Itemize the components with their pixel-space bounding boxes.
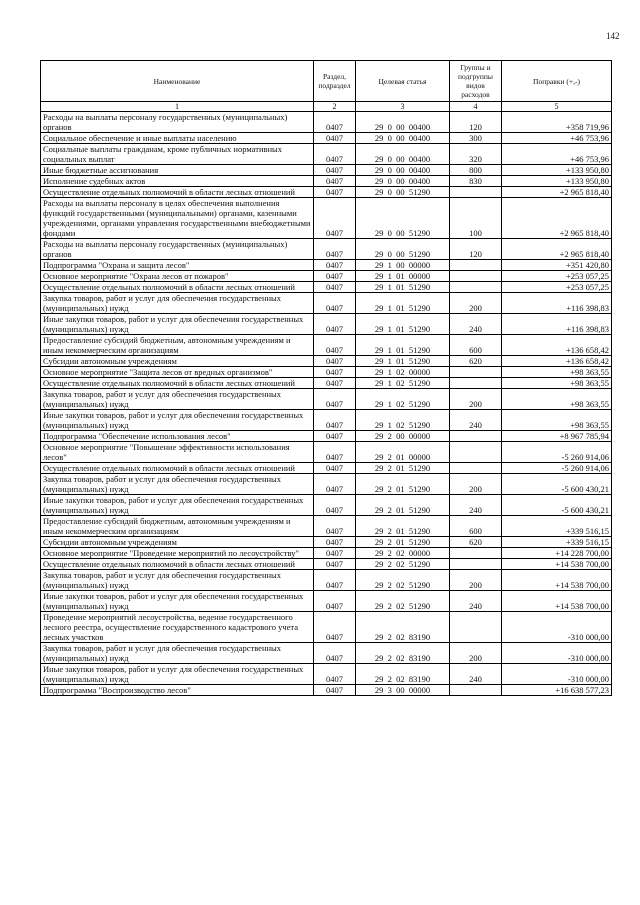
- row-section: 0407: [314, 187, 356, 198]
- table-row: [41, 260, 612, 271]
- row-section: 0407: [314, 367, 356, 378]
- row-name: Осуществление отдельных полномочий в области лесных отношений: [41, 378, 314, 389]
- table-row: [41, 463, 612, 474]
- row-target-code: 29 2 01 00000: [356, 442, 450, 463]
- row-target-code: 29 1 01 00000: [356, 271, 450, 282]
- table-row: [41, 112, 612, 133]
- row-expense-group: [450, 367, 502, 378]
- table-row: [41, 335, 612, 356]
- row-expense-group: 240: [450, 314, 502, 335]
- row-section: 0407: [314, 570, 356, 591]
- row-section: 0407: [314, 548, 356, 559]
- row-section: 0407: [314, 463, 356, 474]
- row-name: Исполнение судебных актов: [41, 176, 314, 187]
- row-expense-group: 120: [450, 112, 502, 133]
- table-row: [41, 239, 612, 260]
- table-row: [41, 516, 612, 537]
- row-target-code: 29 1 01 51290: [356, 314, 450, 335]
- row-amount: -5 260 914,06: [502, 442, 612, 463]
- row-name: Основное мероприятие "Повышение эффективности использования лесов": [41, 442, 314, 463]
- row-target-code: 29 0 00 51290: [356, 187, 450, 198]
- row-section: 0407: [314, 664, 356, 685]
- row-section: 0407: [314, 685, 356, 696]
- row-amount: +46 753,96: [502, 144, 612, 165]
- row-name: Социальное обеспечение и иные выплаты населению: [41, 133, 314, 144]
- row-amount: +133 950,80: [502, 176, 612, 187]
- row-target-code: 29 2 01 51290: [356, 516, 450, 537]
- row-section: 0407: [314, 165, 356, 176]
- row-section: 0407: [314, 442, 356, 463]
- row-amount: +253 057,25: [502, 271, 612, 282]
- column-number: 4: [450, 102, 502, 112]
- row-amount: +116 398,83: [502, 293, 612, 314]
- table-row: [41, 664, 612, 685]
- table-row: [41, 176, 612, 187]
- row-amount: +253 057,25: [502, 282, 612, 293]
- table-row: [41, 271, 612, 282]
- row-name: Социальные выплаты гражданам, кроме публичных нормативных социальных выплат: [41, 144, 314, 165]
- row-amount: +14 538 700,00: [502, 591, 612, 612]
- row-expense-group: 800: [450, 165, 502, 176]
- row-name: Подпрограмма "Воспроизводство лесов": [41, 685, 314, 696]
- row-expense-group: [450, 431, 502, 442]
- row-name: Закупка товаров, работ и услуг для обеспечения государственных (муниципальных) нужд: [41, 474, 314, 495]
- row-expense-group: 620: [450, 356, 502, 367]
- row-expense-group: [450, 463, 502, 474]
- column-number: 5: [502, 102, 612, 112]
- row-name: Закупка товаров, работ и услуг для обеспечения государственных (муниципальных) нужд: [41, 570, 314, 591]
- row-target-code: 29 2 01 51290: [356, 463, 450, 474]
- row-section: 0407: [314, 176, 356, 187]
- row-name: Предоставление субсидий бюджетным, автономным учреждениям и иным некоммерческим организациям: [41, 335, 314, 356]
- row-target-code: 29 2 02 83190: [356, 612, 450, 643]
- row-target-code: 29 0 00 00400: [356, 133, 450, 144]
- row-name: Основное мероприятие "Защита лесов от вредных организмов": [41, 367, 314, 378]
- row-target-code: 29 2 02 83190: [356, 643, 450, 664]
- table-row: [41, 144, 612, 165]
- row-expense-group: [450, 282, 502, 293]
- row-expense-group: 200: [450, 293, 502, 314]
- row-amount: +14 538 700,00: [502, 559, 612, 570]
- row-expense-group: 320: [450, 144, 502, 165]
- header-row: [41, 61, 612, 102]
- table-row: [41, 165, 612, 176]
- row-target-code: 29 1 02 51290: [356, 389, 450, 410]
- table-row: [41, 356, 612, 367]
- row-name: Осуществление отдельных полномочий в области лесных отношений: [41, 282, 314, 293]
- row-expense-group: [450, 612, 502, 643]
- header-name: Наименование: [41, 61, 314, 102]
- row-expense-group: [450, 442, 502, 463]
- table-row: [41, 537, 612, 548]
- row-amount: +14 228 700,00: [502, 548, 612, 559]
- row-section: 0407: [314, 537, 356, 548]
- page-number: 142: [606, 31, 620, 41]
- table-row: [41, 442, 612, 463]
- row-section: 0407: [314, 495, 356, 516]
- row-expense-group: 240: [450, 495, 502, 516]
- row-name: Проведение мероприятий лесоустройства, ведение государственного лесного реестра, осуществление государственного кадастрового учета лесных участков: [41, 612, 314, 643]
- row-name: Осуществление отдельных полномочий в области лесных отношений: [41, 187, 314, 198]
- header-target: Целевая статья: [356, 61, 450, 102]
- row-name: Закупка товаров, работ и услуг для обеспечения государственных (муниципальных) нужд: [41, 293, 314, 314]
- row-amount: -5 260 914,06: [502, 463, 612, 474]
- row-target-code: 29 1 01 51290: [356, 293, 450, 314]
- table-row: [41, 410, 612, 431]
- row-target-code: 29 2 01 51290: [356, 495, 450, 516]
- row-target-code: 29 0 00 51290: [356, 239, 450, 260]
- row-name: Иные закупки товаров, работ и услуг для обеспечения государственных (муниципальных) нужд: [41, 591, 314, 612]
- row-amount: +8 967 785,94: [502, 431, 612, 442]
- row-target-code: 29 2 02 00000: [356, 548, 450, 559]
- row-section: 0407: [314, 356, 356, 367]
- row-amount: +2 965 818,40: [502, 187, 612, 198]
- row-target-code: 29 2 02 51290: [356, 559, 450, 570]
- table-row: [41, 282, 612, 293]
- row-section: 0407: [314, 335, 356, 356]
- table-row: [41, 559, 612, 570]
- row-amount: +14 538 700,00: [502, 570, 612, 591]
- row-target-code: 29 1 02 51290: [356, 378, 450, 389]
- row-amount: +339 516,15: [502, 516, 612, 537]
- row-amount: +116 398,83: [502, 314, 612, 335]
- row-expense-group: [450, 260, 502, 271]
- row-name: Иные закупки товаров, работ и услуг для обеспечения государственных (муниципальных) нужд: [41, 314, 314, 335]
- row-name: Расходы на выплаты персоналу государственных (муниципальных) органов: [41, 239, 314, 260]
- row-amount: +98 363,55: [502, 378, 612, 389]
- row-section: 0407: [314, 198, 356, 239]
- row-expense-group: [450, 548, 502, 559]
- row-amount: -310 000,00: [502, 643, 612, 664]
- row-amount: +351 420,80: [502, 260, 612, 271]
- row-name: Расходы на выплаты персоналу государственных (муниципальных) органов: [41, 112, 314, 133]
- column-number-row: [41, 102, 612, 112]
- row-expense-group: 300: [450, 133, 502, 144]
- table-row: [41, 378, 612, 389]
- row-amount: +16 638 577,23: [502, 685, 612, 696]
- row-target-code: 29 1 01 51290: [356, 335, 450, 356]
- row-expense-group: 120: [450, 239, 502, 260]
- row-section: 0407: [314, 378, 356, 389]
- row-expense-group: [450, 685, 502, 696]
- row-expense-group: [450, 187, 502, 198]
- row-amount: +2 965 818,40: [502, 239, 612, 260]
- row-section: 0407: [314, 389, 356, 410]
- row-amount: +98 363,55: [502, 410, 612, 431]
- table-row: [41, 612, 612, 643]
- row-target-code: 29 2 01 51290: [356, 474, 450, 495]
- row-name: Подпрограмма "Обеспечение использования лесов": [41, 431, 314, 442]
- row-name: Осуществление отдельных полномочий в области лесных отношений: [41, 559, 314, 570]
- row-name: Закупка товаров, работ и услуг для обеспечения государственных (муниципальных) нужд: [41, 643, 314, 664]
- table-row: [41, 389, 612, 410]
- row-amount: -5 600 430,21: [502, 495, 612, 516]
- row-expense-group: 200: [450, 643, 502, 664]
- row-section: 0407: [314, 591, 356, 612]
- row-name: Предоставление субсидий бюджетным, автономным учреждениям и иным некоммерческим организациям: [41, 516, 314, 537]
- row-expense-group: 200: [450, 570, 502, 591]
- row-section: 0407: [314, 410, 356, 431]
- row-section: 0407: [314, 431, 356, 442]
- table-row: [41, 474, 612, 495]
- row-amount: +46 753,96: [502, 133, 612, 144]
- row-section: 0407: [314, 271, 356, 282]
- row-section: 0407: [314, 314, 356, 335]
- row-amount: -310 000,00: [502, 664, 612, 685]
- row-target-code: 29 2 02 51290: [356, 591, 450, 612]
- column-number: 3: [356, 102, 450, 112]
- row-section: 0407: [314, 474, 356, 495]
- row-target-code: 29 1 02 51290: [356, 410, 450, 431]
- row-target-code: 29 1 01 51290: [356, 282, 450, 293]
- row-expense-group: 830: [450, 176, 502, 187]
- row-target-code: 29 2 01 51290: [356, 537, 450, 548]
- row-target-code: 29 1 01 51290: [356, 356, 450, 367]
- column-number: 2: [314, 102, 356, 112]
- header-amount: Поправки (+,-): [502, 61, 612, 102]
- row-expense-group: [450, 559, 502, 570]
- row-target-code: 29 1 02 00000: [356, 367, 450, 378]
- row-section: 0407: [314, 112, 356, 133]
- row-amount: +133 950,80: [502, 165, 612, 176]
- row-expense-group: 240: [450, 591, 502, 612]
- row-amount: +98 363,55: [502, 367, 612, 378]
- row-name: Иные бюджетные ассигнования: [41, 165, 314, 176]
- row-target-code: 29 2 02 51290: [356, 570, 450, 591]
- row-target-code: 29 0 00 51290: [356, 198, 450, 239]
- table-row: [41, 685, 612, 696]
- table-row: [41, 431, 612, 442]
- header-section: Раздел, подраздел: [314, 61, 356, 102]
- table-row: [41, 591, 612, 612]
- row-section: 0407: [314, 516, 356, 537]
- table-row: [41, 133, 612, 144]
- row-name: Закупка товаров, работ и услуг для обеспечения государственных (муниципальных) нужд: [41, 389, 314, 410]
- table-row: [41, 495, 612, 516]
- row-expense-group: 600: [450, 335, 502, 356]
- row-name: Осуществление отдельных полномочий в области лесных отношений: [41, 463, 314, 474]
- table-row: [41, 548, 612, 559]
- budget-table: [40, 60, 612, 696]
- row-name: Подпрограмма "Охрана и защита лесов": [41, 260, 314, 271]
- table-row: [41, 198, 612, 239]
- row-target-code: 29 0 00 00400: [356, 165, 450, 176]
- row-section: 0407: [314, 612, 356, 643]
- row-expense-group: [450, 378, 502, 389]
- row-target-code: 29 3 00 00000: [356, 685, 450, 696]
- row-section: 0407: [314, 133, 356, 144]
- row-section: 0407: [314, 643, 356, 664]
- row-name: Субсидии автономным учреждениям: [41, 356, 314, 367]
- row-section: 0407: [314, 282, 356, 293]
- table-row: [41, 643, 612, 664]
- table-row: [41, 187, 612, 198]
- row-target-code: 29 1 00 00000: [356, 260, 450, 271]
- row-name: Расходы на выплаты персоналу в целях обеспечения выполнения функций государственными (муниципальными) органами, казенными учреждениями, органами управления государственными внебюджетными фондами: [41, 198, 314, 239]
- row-name: Иные закупки товаров, работ и услуг для обеспечения государственных (муниципальных) нужд: [41, 410, 314, 431]
- row-target-code: 29 2 02 83190: [356, 664, 450, 685]
- row-expense-group: 240: [450, 664, 502, 685]
- row-target-code: 29 2 00 00000: [356, 431, 450, 442]
- row-name: Субсидии автономным учреждениям: [41, 537, 314, 548]
- table-row: [41, 367, 612, 378]
- row-expense-group: 100: [450, 198, 502, 239]
- row-target-code: 29 0 00 00400: [356, 144, 450, 165]
- row-expense-group: 600: [450, 516, 502, 537]
- row-target-code: 29 0 00 00400: [356, 176, 450, 187]
- row-section: 0407: [314, 559, 356, 570]
- row-section: 0407: [314, 260, 356, 271]
- table-row: [41, 314, 612, 335]
- row-expense-group: 620: [450, 537, 502, 548]
- row-amount: -5 600 430,21: [502, 474, 612, 495]
- row-amount: -310 000,00: [502, 612, 612, 643]
- row-amount: +2 965 818,40: [502, 198, 612, 239]
- table-row: [41, 293, 612, 314]
- row-amount: +136 658,42: [502, 356, 612, 367]
- row-amount: +98 363,55: [502, 389, 612, 410]
- row-amount: +136 658,42: [502, 335, 612, 356]
- row-section: 0407: [314, 239, 356, 260]
- row-name: Иные закупки товаров, работ и услуг для обеспечения государственных (муниципальных) нужд: [41, 495, 314, 516]
- row-target-code: 29 0 00 00400: [356, 112, 450, 133]
- row-expense-group: 200: [450, 389, 502, 410]
- table-row: [41, 570, 612, 591]
- row-name: Иные закупки товаров, работ и услуг для обеспечения государственных (муниципальных) нужд: [41, 664, 314, 685]
- row-expense-group: 240: [450, 410, 502, 431]
- row-section: 0407: [314, 293, 356, 314]
- row-amount: +339 516,15: [502, 537, 612, 548]
- row-section: 0407: [314, 144, 356, 165]
- row-name: Основное мероприятие "Охрана лесов от пожаров": [41, 271, 314, 282]
- header-group: Группы и подгруппы видов расходов: [450, 61, 502, 102]
- row-expense-group: 200: [450, 474, 502, 495]
- row-name: Основное мероприятие "Проведение мероприятий по лесоустройству": [41, 548, 314, 559]
- row-expense-group: [450, 271, 502, 282]
- column-number: 1: [41, 102, 314, 112]
- row-amount: +358 719,96: [502, 112, 612, 133]
